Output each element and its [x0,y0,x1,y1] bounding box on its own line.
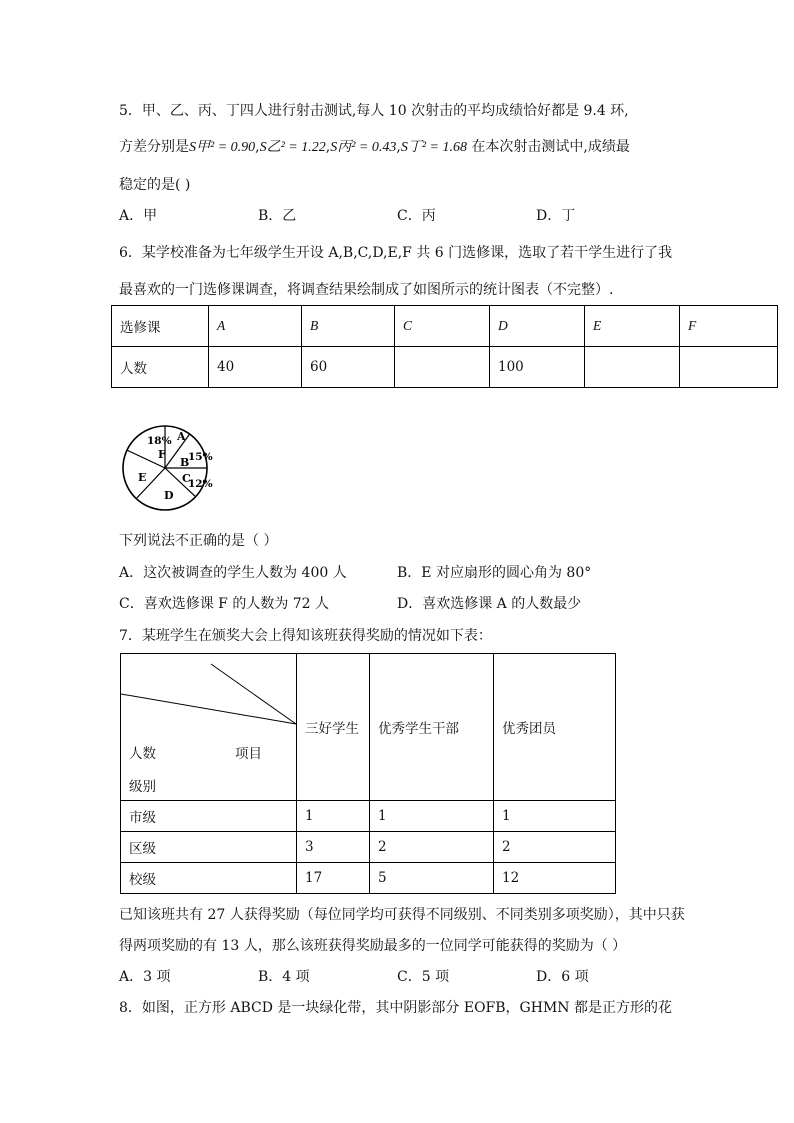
q7-table [120,653,616,894]
q7-option-d: D．6 项 [536,969,589,985]
variance-bing: S丙² = 0.43 [330,140,397,155]
q7-corner-cell [121,654,297,801]
q6-line2: 最喜欢的一门选修课调查，将调查结果绘制成了如图所示的统计图表（不完整）. [119,282,614,298]
pie-chart [120,423,213,513]
q7-table-cell: 2 [494,832,616,863]
q6-table-cell: 选修课 [112,306,209,347]
variance-jia: S甲² = 0.90 [189,140,256,155]
q7-table-cell: 5 [370,863,494,894]
q7-table-cell: 2 [370,832,494,863]
q6-option-d: D．喜欢选修课 A 的人数最少 [397,596,582,612]
q6-line1: 6．某学校准备为七年级学生开设 A,B,C,D,E,F 共 6 门选修课，选取了若干学生进行了我 [119,245,673,261]
q7-header-cell: 三好学生 [297,654,370,801]
q6-table-cell: F [680,306,778,347]
q6-table-cell: C [395,306,490,347]
q6-option-c: C．喜欢选修课 F 的人数为 72 人 [119,596,330,612]
q5-option-c: C．丙 [397,208,436,224]
q6-table-cell [680,347,778,388]
q6-table-cell: B [302,306,395,347]
q6-table-cell [395,347,490,388]
q7-table-cell: 17 [297,863,370,894]
q6-option-a: A．这次被调查的学生人数为 400 人 [119,565,347,581]
corner-label-item: 项目 [235,746,262,762]
q6-table-cell: E [585,306,680,347]
pie-label-d: D [164,489,174,502]
q6-table-cell: A [209,306,302,347]
q6-table-cell: 100 [490,347,585,388]
q7-table-header-row [121,654,616,801]
q7-table-row [121,863,616,894]
pie-label-a: A [177,430,186,443]
q6-question: 下列说法不正确的是（ ） [119,533,278,549]
q7-option-c: C．5 项 [397,969,450,985]
corner-label-count: 人数 [129,746,156,762]
variance-ding: S丁² = 1.68 [400,140,467,155]
q7-table-cell: 3 [297,832,370,863]
q6-table-cell: 40 [209,347,302,388]
pie-percent-f: 18% [147,435,172,447]
q7-level-cell: 区级 [121,832,297,863]
q7-table-cell: 12 [494,863,616,894]
q7-header-cell: 优秀学生干部 [370,654,494,801]
q6-table-cell: 60 [302,347,395,388]
q5-option-d: D．丁 [536,208,576,224]
q7-table-cell: 1 [494,801,616,832]
corner-label-level: 级别 [129,779,156,795]
q7-line1: 7．某班学生在颁奖大会上得知该班获得奖励的情况如下表： [119,628,492,644]
q6-table-header-row [112,306,778,347]
variance-yi: S乙² = 1.22 [259,140,326,155]
q7-option-b: B．4 项 [258,969,310,985]
q6-table [111,305,778,388]
q7-level-cell: 市级 [121,801,297,832]
q7-level-cell: 校级 [121,863,297,894]
q5-option-a: A．甲 [119,208,158,224]
q6-table-cell: D [490,306,585,347]
q5-line2: 方差分别是S甲² = 0.90,S乙² = 1.22,S丙² = 0.43,S丁² = 1.68 在本次射击测试中,成绩最 [119,139,630,155]
q6-table-data-row [112,347,778,388]
q7-table-row [121,832,616,863]
q7-table-row [121,801,616,832]
pie-label-c: C [182,472,191,485]
pie-label-f: F [158,448,166,461]
pie-label-b: B [180,456,190,469]
q7-text1: 已知该班共有 27 人获得奖励（每位同学均可获得不同级别、不同类别多项奖励），其中只获 [119,907,685,923]
q7-text2: 得两项奖励的有 13 人，那么该班获得奖励最多的一位同学可能获得的奖励为（ ） [119,938,627,954]
q5-line2-prefix: 方差分别是 [119,139,189,155]
q7-table-cell: 1 [297,801,370,832]
q5-line3: 稳定的是( ) [119,177,191,193]
q7-table-cell: 1 [370,801,494,832]
q6-table-cell [585,347,680,388]
q8-line1: 8．如图，正方形 ABCD 是一块绿化带，其中阴影部分 EOFB，GHMN 都是正方形的花 [119,1000,672,1016]
pie-percent-b: 15% [188,451,213,463]
q7-header-cell: 优秀团员 [494,654,616,801]
pie-label-e: E [138,471,147,484]
q7-option-a: A．3 项 [119,969,171,985]
q6-table-cell: 人数 [112,347,209,388]
q6-option-b: B．E 对应扇形的圆心角为 80° [397,565,592,581]
q5-option-b: B．乙 [258,208,297,224]
q5-line1: 5．甲、乙、丙、丁四人进行射击测试,每人 10 次射击的平均成绩恰好都是 9.4 环, [119,103,629,119]
q5-line2-suffix: 在本次射击测试中,成绩最 [471,139,630,155]
pie-percent-c: 12% [188,478,213,490]
